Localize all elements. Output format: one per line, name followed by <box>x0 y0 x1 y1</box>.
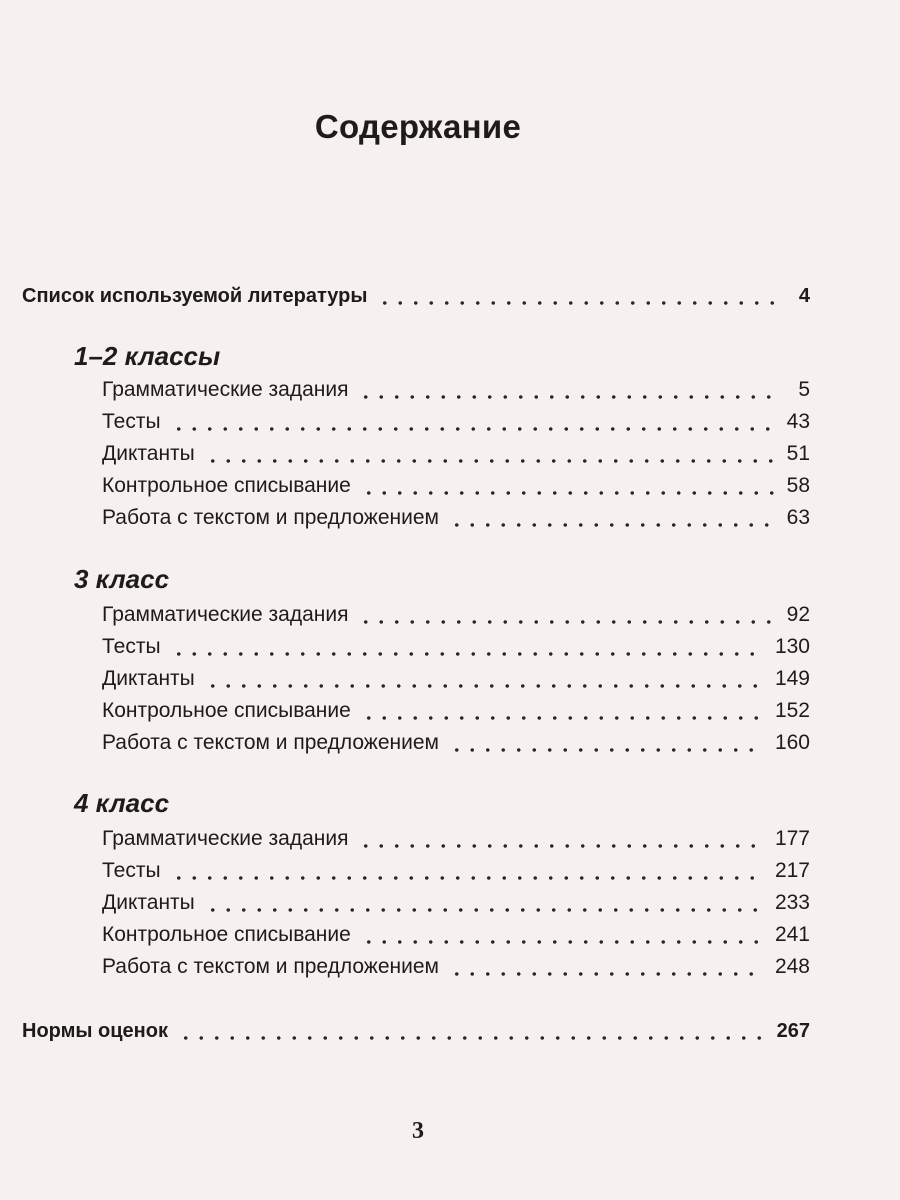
toc-entry-label: Контрольное списывание <box>102 923 351 946</box>
toc-entry-label: Тесты <box>102 635 161 658</box>
page-number: 3 <box>412 1118 424 1144</box>
page-title: Содержание <box>314 108 522 145</box>
toc-entry-page: 92 <box>786 603 810 626</box>
toc-entry[interactable] <box>102 660 810 692</box>
toc-entry[interactable] <box>102 596 810 628</box>
toc-entry-label: Контрольное списывание <box>102 474 351 497</box>
toc-entry-grading[interactable] <box>22 1012 810 1044</box>
toc-entry-page: 130 <box>774 635 810 658</box>
toc-entry[interactable] <box>102 692 810 724</box>
toc-entry-page: 233 <box>774 891 810 914</box>
toc-entry-page: 217 <box>774 859 810 882</box>
toc-entry[interactable] <box>102 884 810 916</box>
dot-leader <box>171 857 765 881</box>
dot-leader <box>377 282 776 306</box>
toc-entry[interactable] <box>102 371 810 403</box>
toc-entry-page: 43 <box>786 410 810 433</box>
toc-entry-label: Грамматические задания <box>102 827 349 850</box>
dot-leader <box>171 633 765 657</box>
section-heading: 4 класс <box>74 788 170 818</box>
dot-leader <box>205 440 776 464</box>
toc-entry-label: Грамматические задания <box>102 603 349 626</box>
toc-entry-label: Нормы оценок <box>22 1020 168 1042</box>
toc-entry-page: 63 <box>786 506 810 529</box>
dot-leader <box>358 376 776 400</box>
toc-entry-label: Тесты <box>102 410 161 433</box>
toc-entry-page: 241 <box>774 923 810 946</box>
dot-leader <box>205 665 765 689</box>
dot-leader <box>449 953 765 977</box>
toc-entry[interactable] <box>102 852 810 884</box>
dot-leader <box>358 601 776 625</box>
toc-entry-label: Работа с текстом и предложением <box>102 731 439 754</box>
toc-entry-label: Грамматические задания <box>102 378 349 401</box>
toc-entry-label: Работа с текстом и предложением <box>102 955 439 978</box>
toc-entry[interactable] <box>102 724 810 756</box>
toc-entry-page: 4 <box>798 285 810 307</box>
toc-entry-bibliography[interactable] <box>22 277 810 309</box>
toc-entry[interactable] <box>102 467 810 499</box>
toc-entry-label: Диктанты <box>102 442 195 465</box>
toc-entry-page: 51 <box>786 442 810 465</box>
dot-leader <box>178 1017 767 1041</box>
toc-entry[interactable] <box>102 403 810 435</box>
dot-leader <box>205 889 765 913</box>
dot-leader <box>449 504 776 528</box>
toc-entry-page: 58 <box>786 474 810 497</box>
toc-entry-label: Контрольное списывание <box>102 699 351 722</box>
toc-entry-label: Диктанты <box>102 891 195 914</box>
toc-entry-page: 149 <box>774 667 810 690</box>
section-heading: 3 класс <box>74 564 170 594</box>
toc-entry-label: Тесты <box>102 859 161 882</box>
section-heading: 1–2 классы <box>74 341 221 371</box>
toc-entry[interactable] <box>102 628 810 660</box>
toc-entry-label: Диктанты <box>102 667 195 690</box>
toc-entry[interactable] <box>102 499 810 531</box>
dot-leader <box>361 697 765 721</box>
toc-entry[interactable] <box>102 916 810 948</box>
toc-entry-page: 248 <box>774 955 810 978</box>
toc-entry[interactable] <box>102 820 810 852</box>
toc-entry-page: 177 <box>774 827 810 850</box>
toc-entry-label: Список используемой литературы <box>22 285 368 307</box>
toc-entry[interactable] <box>102 435 810 467</box>
toc-entry-page: 267 <box>776 1020 810 1042</box>
dot-leader <box>449 729 765 753</box>
dot-leader <box>358 825 764 849</box>
toc-entry-page: 160 <box>774 731 810 754</box>
dot-leader <box>171 408 776 432</box>
toc-entry-page: 5 <box>798 378 810 401</box>
toc-entry-page: 152 <box>774 699 810 722</box>
toc-entry-label: Работа с текстом и предложением <box>102 506 439 529</box>
dot-leader <box>361 472 776 496</box>
toc-entry[interactable] <box>102 948 810 980</box>
dot-leader <box>361 921 765 945</box>
